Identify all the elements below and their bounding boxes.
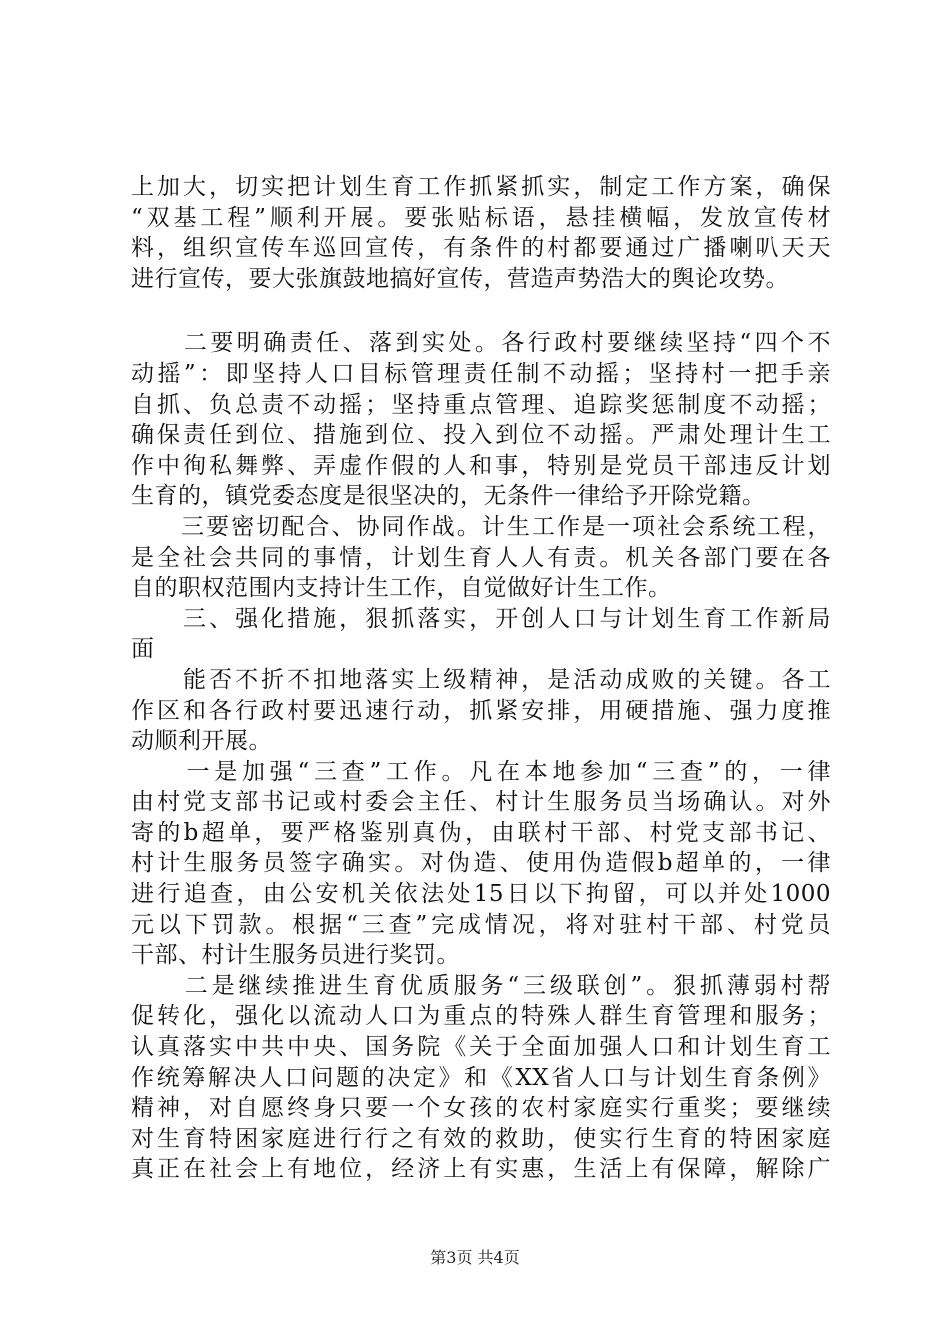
text-line: 二要明确责任、落到实处。各行政村要继续坚持“四个不 (131, 330, 831, 357)
text-line: 元以下罚款。根据“三查”完成情况，将对驻村干部、村党员 (131, 911, 831, 938)
text-line: 动顺利开展。 (131, 728, 272, 755)
text-line: 自抓、负总责不动摇；坚持重点管理、追踪奖惩制度不动摇； (131, 391, 831, 418)
text-line: 寄的b超单，要严格鉴别真伪，由联村干部、村党支部书记、 (131, 819, 831, 846)
paragraph-gap (131, 294, 831, 328)
text-line: 促转化，强化以流动人口为重点的特殊人群生育管理和服务； (131, 1003, 831, 1030)
text-line: 作区和各行政村要迅速行动，抓紧安排，用硬措施、强力度推 (131, 697, 831, 724)
text-line: 由村党支部书记或村委会主任、村计生服务员当场确认。对外 (131, 789, 831, 816)
text-line: 认真落实中共中央、国务院《关于全面加强人口和计划生育工 (131, 1034, 831, 1061)
text-line: 自的职权范围内支持计生工作，自觉做好计生工作。 (131, 575, 672, 602)
text-line: 一是加强“三查”工作。凡在本地参加“三查”的，一律 (131, 758, 831, 785)
section-heading-line: 三、强化措施，狠抓落实，开创人口与计划生育工作新局 (131, 605, 831, 632)
text-line: 村计生服务员签字确实。对伪造、使用伪造假b超单的，一律 (131, 850, 831, 877)
text-line: 能否不折不扣地落实上级精神，是活动成败的关键。各工 (131, 666, 831, 693)
text-line: 是全社会共同的事情，计划生育人人有责。机关各部门要在各 (131, 544, 831, 571)
text-line: 确保责任到位、措施到位、投入到位不动摇。严肃处理计生工 (131, 422, 831, 449)
text-line: 进行宣传，要大张旗鼓地搞好宣传，营造声势浩大的舆论攻势。 (131, 265, 789, 292)
page-number-footer: 第3页 共4页 (430, 1248, 520, 1267)
text-line: 二是继续推进生育优质服务“三级联创”。狠抓薄弱村帮 (131, 972, 831, 999)
text-line: “双基工程”顺利开展。要张贴标语，悬挂横幅，发放宣传材 (131, 204, 831, 231)
text-line: 真正在社会上有地位，经济上有实惠，生活上有保障，解除广 (131, 1156, 831, 1183)
section-heading-line: 面 (131, 636, 155, 663)
text-line: 上加大，切实把计划生育工作抓紧抓实，制定工作方案，确保 (131, 174, 831, 200)
document-body (131, 172, 831, 1185)
text-line: 三要密切配合、协同作战。计生工作是一项社会系统工程， (131, 513, 831, 540)
text-line: 动摇”：即坚持人口目标管理责任制不动摇；坚持村一把手亲 (131, 360, 831, 387)
text-line: 作统筹解决人口问题的决定》和《XX省人口与计划生育条例》 (131, 1064, 831, 1091)
text-line: 料，组织宣传车巡回宣传，有条件的村都要通过广播喇叭天天 (131, 235, 831, 262)
text-line: 干部、村计生服务员进行奖罚。 (131, 942, 460, 969)
text-line: 进行追查，由公安机关依法处15日以下拘留，可以并处1000 (131, 881, 831, 908)
text-line: 生育的，镇党委态度是很坚决的，无条件一律给予开除党籍。 (131, 483, 766, 510)
text-line: 作中徇私舞弊、弄虚作假的人和事，特别是党员干部违反计划 (131, 452, 831, 479)
text-line: 精神，对自愿终身只要一个女孩的农村家庭实行重奖；要继续 (131, 1095, 831, 1122)
text-line: 对生育特困家庭进行行之有效的救助，使实行生育的特困家庭 (131, 1125, 831, 1152)
